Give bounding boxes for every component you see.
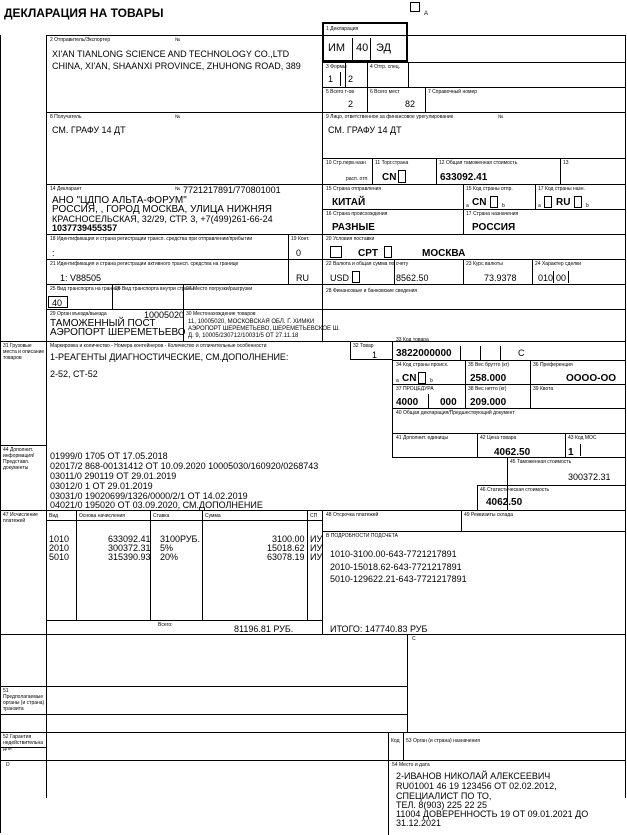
transaction-nature-2: 00: [556, 273, 567, 283]
delivery-terms: CPT: [358, 248, 378, 259]
commodity-code: 3822000000: [396, 348, 452, 359]
box15a-a: a: [466, 203, 469, 209]
box37-label: 37 ПРОЦЕДУРА: [396, 386, 434, 392]
exchange-rate: 73.9378: [484, 273, 517, 283]
box40-label: 40 Общая декларация/Предшествующий документ: [396, 410, 515, 416]
entry-office-code: 10005020: [144, 310, 185, 320]
box8-no: №: [175, 114, 181, 120]
box14-no: №: [175, 186, 181, 192]
statistical-value: 4062.50: [486, 497, 523, 508]
forms-value-2: 2: [348, 74, 354, 84]
box15-label: 15 Страна отправления: [326, 186, 382, 192]
box17-label: 17 Страна назначения: [466, 211, 519, 217]
active-transport-country: RU: [296, 273, 309, 283]
calc-line-2: 2010-15018.62-643-7721217891: [330, 562, 462, 572]
goods-location-3: Д. 9, 10005/230712/10031/5 ОТ 27.11.18: [188, 333, 299, 339]
box3-label: 3 Формы: [326, 64, 347, 70]
box28-label: 28 Финансовые и банковские сведения: [326, 288, 418, 294]
box51-label: 51 Предполагаемые органы (и страна) транзита: [3, 688, 45, 712]
gross-weight: 258.000: [470, 373, 507, 384]
item-price: 4062.50: [494, 447, 531, 458]
box27-label: 27 Место погрузки/разгрузки: [186, 286, 253, 292]
box1-label: 1 Декларация: [326, 26, 359, 32]
delivery-place: МОСКВА: [422, 248, 466, 259]
total-customs-value: 633092.41: [440, 172, 488, 183]
financial-person: СМ. ГРАФУ 14 ДТ: [328, 125, 402, 135]
net-weight: 209.000: [470, 397, 507, 408]
pay-header-kind: Вид: [49, 513, 59, 519]
box9-label: 9 Лицо, ответственное за финансовое урегулирование: [326, 114, 454, 120]
declaration-procedure: 40: [356, 42, 369, 54]
box30-label: 30 Местонахождение товаров: [186, 311, 256, 317]
goods-location-1: 11, 10005020, МОСКОВСКАЯ ОБЛ. Г. ХИМКИ: [188, 319, 315, 325]
box10-sub: расп. отп.: [346, 176, 369, 182]
box17a-label: 17 Код страны назн.: [538, 186, 585, 192]
procedure-code-1: 4000: [396, 397, 419, 408]
pay-header-base: Основа начисления: [79, 513, 125, 519]
declarant-name: АНО "ЦДПО АЛЬТА-ФОРУМ": [52, 195, 187, 206]
calc-line-1: 1010-3100.00-643-7721217891: [330, 549, 457, 559]
border-transport-type: 40: [52, 298, 63, 308]
sender-address: CHINA, XI'AN, SHAANXI PROVINCE, ZHUHONG ROAD, 389: [52, 61, 301, 71]
pay-kind: 2010: [49, 543, 70, 553]
box22-label: 22 Валюта и общая сумма по счету: [326, 261, 409, 267]
boxD-label: D: [6, 762, 10, 768]
corner-box: [410, 2, 420, 12]
pay-sum: 3100.00: [272, 534, 305, 544]
box13-label: 13: [563, 160, 569, 166]
signer-power-of-attorney: 11004 ДОВЕРЕННОСТЬ 19 ОТ 09.01.2021 ДО: [396, 809, 589, 819]
box7-label: 7 Справочный номер: [428, 89, 478, 95]
declaration-type: ИМ: [328, 42, 346, 54]
goods-location-2: АЭРОПОРТ ШЕРЕМЕТЬЕВО, ШЕРЕМЕТЬЕВСКОЕ Ш.: [188, 326, 340, 332]
declarant-ogrn: 1037739455357: [52, 223, 118, 233]
pay-header-sum: Сумма: [205, 513, 221, 519]
sender-name: XI'AN TIANLONG SCIENCE AND TECHNOLOGY CO.,LTD: [52, 49, 290, 59]
signer-passport: RU01001 46 19 123456 ОТ 02.02.2012,: [396, 781, 557, 791]
signer-poa-date: 31.12.2021: [396, 818, 442, 828]
box39-label: 39 Квота: [533, 386, 554, 392]
box49-label: 49 Реквизиты склада: [464, 512, 513, 518]
trade-country: CN: [382, 172, 397, 183]
box25-label: [50, 286, 121, 292]
box4-label: 4 Отгр. спец.: [370, 64, 400, 70]
box2-label: 2 Отправитель/Экспортер: [50, 37, 111, 43]
box14-label: 14 Декларант: [50, 186, 82, 192]
box54-label: 54 Место и дата: [392, 762, 430, 768]
signer-name: 2-ИВАНОВ НИКОЛАЙ АЛЕКСЕЕВИЧ: [396, 771, 551, 781]
pay-total-label: Всего:: [158, 622, 173, 628]
pay-base: 300372.31: [108, 543, 151, 553]
entry-office-name-1: ТАМОЖЕННЫЙ ПОСТ: [50, 318, 156, 329]
preference: ОООО-ОО: [566, 373, 616, 384]
procedure-code-2: 000: [440, 397, 457, 408]
box15a-label: 15 Код страны отпр.: [466, 186, 513, 192]
box15a-b: b: [502, 203, 505, 209]
box47-label: 47 Исчисление платежей: [3, 512, 38, 524]
pay-rate: 3100РУБ.: [160, 534, 200, 544]
box16-label: 16 Страна происхождения: [326, 211, 388, 217]
box53-label: 53 Орган (и страна) назначения: [406, 738, 480, 744]
box34-a: a: [396, 378, 399, 384]
calc-line-3: 5010-129622.21-643-7721217891: [330, 574, 467, 584]
box6-label: 6 Всего мест: [370, 89, 400, 95]
box23-label: 23 Курс валюты: [466, 261, 503, 267]
container-flag: 0: [296, 248, 302, 258]
declaration-form: ЭД: [376, 42, 391, 54]
pay-header-sp: СП: [310, 513, 318, 519]
active-transport: 1: V88505: [60, 273, 102, 283]
box21-label: 21 Идентификация и страна регистрации активного трансп. средства на границе: [50, 261, 239, 267]
dispatch-country: КИТАЙ: [332, 197, 366, 208]
transport-departure: :: [52, 248, 55, 258]
box8-label: 8 Получатель: [50, 114, 82, 120]
box18-label: 18 Идентификация и страна регистрации трансп. средства при отправлении/прибытии: [50, 236, 253, 242]
pay-sum: 15018.62: [267, 543, 305, 553]
box20-label: 20 Условия поставки: [326, 236, 375, 242]
transaction-nature-1: 010: [538, 273, 554, 283]
box45-label: 45 Таможенная стоимость: [510, 459, 572, 465]
box44-label: 44 Дополнит. информация/ Представл. документы: [3, 447, 35, 471]
pay-base: 315390.93: [108, 552, 151, 562]
box42-label: 42 Цена товара: [480, 435, 517, 441]
pay-sp: ИУ: [310, 543, 323, 553]
total-places: 82: [405, 99, 416, 109]
destination-country-code: RU: [556, 197, 571, 208]
doc-line-5: 03031/0 19020699/1326/0000/2/1 ОТ 14.02.2019: [50, 491, 248, 501]
box52-label: 52 Гарантия недействительна для: [3, 734, 44, 752]
commodity-code-extra: C: [518, 348, 525, 358]
box29-label: 29 Орган въезда/выезда: [50, 311, 107, 317]
goods-description-2: 2-52, СТ-52: [50, 369, 98, 379]
box10-label: 10 Стр.перв.назн: [326, 160, 366, 166]
customs-value: 300372.31: [568, 472, 611, 482]
box2-no: №: [175, 37, 181, 43]
page-title: ДЕКЛАРАЦИЯ НА ТОВАРЫ: [4, 6, 164, 20]
signer-position: СПЕЦИАЛИСТ ПО ТО,: [396, 791, 492, 801]
origin-country: РАЗНЫЕ: [332, 222, 375, 233]
box46-label: 46 Статистическая стоимость: [480, 487, 550, 493]
pay-total: 81196.81 РУБ.: [234, 624, 294, 634]
box52-code-label: Код: [391, 738, 400, 744]
doc-line-6: 04021/0 195020 ОТ 03.09.2020, СМ.ДОПОЛНЕНИЕ: [50, 500, 263, 510]
box19-label: 19 Конт.: [291, 236, 310, 242]
box43-label: 43 Код МОС: [568, 435, 597, 441]
goods-description: 1-РЕАГЕНТЫ ДИАГНОСТИЧЕСКИЕ, СМ.ДОПОЛНЕНИЕ:: [50, 352, 289, 362]
box17a-a: a: [538, 203, 541, 209]
box31-label: 31 Грузовые места и описание товаров: [3, 343, 45, 361]
box17a-b: b: [586, 203, 589, 209]
box32-label: 32 Товар: [353, 343, 374, 349]
consignee: СМ. ГРАФУ 14 ДТ: [52, 125, 126, 135]
declarant-inn: 7721217891/770801001: [183, 185, 281, 195]
box36-label: 36 Преференция: [533, 362, 573, 368]
box9-no: №: [498, 114, 504, 120]
box34-label: 34 Код страны происх.: [396, 362, 449, 368]
box11-label: 11 Торг.страна: [375, 160, 409, 166]
box5-label: 5 Всего т-ов: [326, 89, 355, 95]
pay-header-rate: Ставка: [153, 513, 170, 519]
box48-label: 48 Отсрочка платежей: [326, 512, 379, 518]
invoice-currency: USD: [330, 273, 350, 283]
pay-sp: ИУ: [310, 534, 323, 544]
forms-value-1: 1: [328, 74, 334, 84]
dispatch-country-code: CN: [472, 197, 487, 208]
doc-line-2: 02017/2 868-00131412 ОТ 10.09.2020 10005030/160920/0268743: [50, 461, 319, 471]
doc-line-1: 01999/0 1705 ОТ 17.05.2018: [50, 451, 168, 461]
pay-kind: 1010: [49, 534, 70, 544]
declarant-address-2: КРАСНОСЕЛЬСКАЯ, 32/29, СТР. 3, +7(499)261-66-24: [52, 214, 273, 224]
doc-line-4: 03012/0 1 ОТ 29.01.2019: [50, 481, 153, 491]
invoice-amount: 8562.50: [396, 273, 429, 283]
destination-country: РОССИЯ: [472, 222, 516, 233]
mos-code: 1: [568, 447, 574, 458]
boxB-label: B ПОДРОБНОСТИ ПОДСЧЕТА: [326, 533, 398, 539]
pay-base: 633092.41: [108, 534, 151, 544]
box34-b: b: [430, 378, 433, 384]
pay-rate: 20%: [160, 552, 179, 562]
pay-sum: 63078.19: [267, 552, 305, 562]
pay-kind: 5010: [49, 552, 70, 562]
box35-label: 35 Вес брутто (кг): [468, 362, 510, 368]
box38-label: 38 Вес нетто (кг): [468, 386, 507, 392]
box41-label: 41 Дополнит. единицы: [396, 435, 448, 441]
box12-label: 12 Общая таможенная стоимость: [439, 160, 518, 166]
origin-country-code: CN: [402, 373, 417, 384]
pay-sp: ИУ: [310, 552, 323, 562]
total-items: 2: [348, 99, 354, 109]
box31-header: Маркировка и количество - Номера контейнеров - Количество и отличительные особенности: [50, 343, 267, 349]
doc-line-3: 03011/0 290119 ОТ 29.01.2019: [50, 471, 177, 481]
pay-rate: 5%: [160, 543, 174, 553]
signer-phone: ТЕЛ. 8(903) 225 22 25: [396, 800, 487, 810]
entry-office-name-2: АЭРОПОРТ ШЕРЕМЕТЬЕВО: [50, 327, 186, 338]
box25-label-text: 25 Вид транспорта на границе: [50, 286, 121, 292]
corner-mark: A: [424, 11, 429, 17]
box24-label: 24 Характер сделки: [535, 261, 581, 267]
item-number: 1: [372, 350, 378, 360]
boxC-label: C: [412, 636, 416, 642]
declarant-address-1: РОССИЯ, , ГОРОД МОСКВА, УЛИЦА НИЖНЯЯ: [52, 204, 273, 215]
box33-label: 33 Код товара: [396, 337, 429, 343]
calc-total: ИТОГО: 147740.83 РУБ: [330, 624, 428, 634]
box26-label: 26 Вид транспорта внутри страны: [115, 286, 194, 292]
